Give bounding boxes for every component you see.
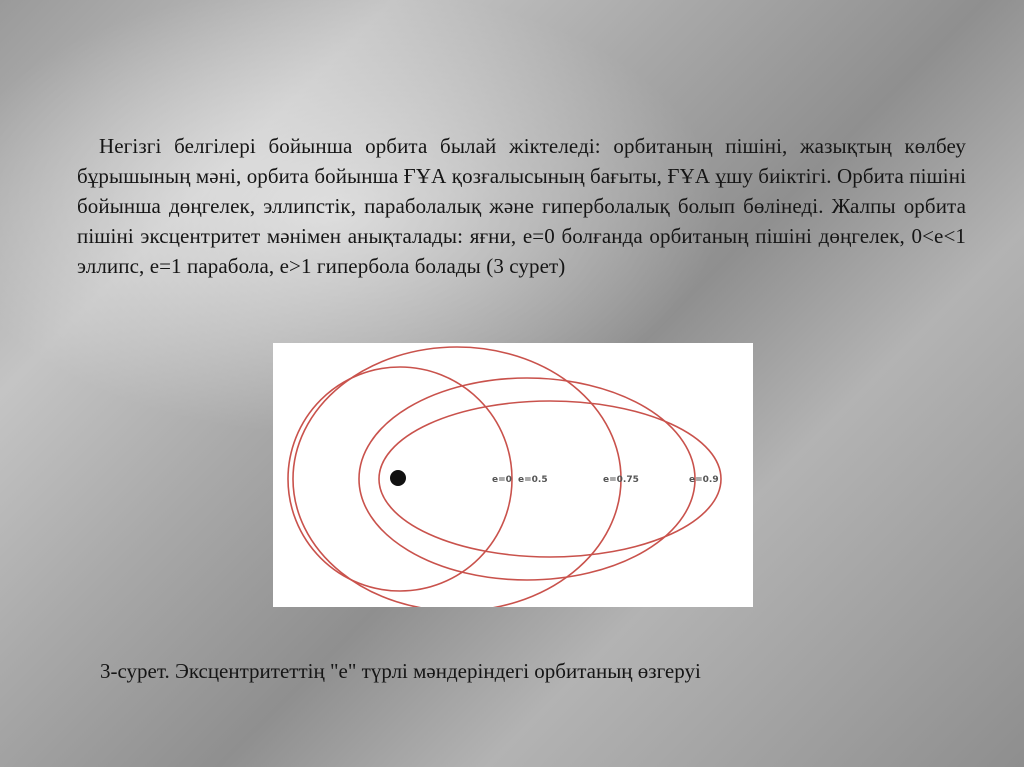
label-e075: e=0.75 (603, 475, 639, 485)
orbit-e05 (293, 347, 621, 607)
label-e09: e=0.9 (689, 475, 719, 485)
orbit-diagram (273, 343, 753, 607)
orbit-e09 (379, 401, 721, 557)
figure-caption: 3-сурет. Эксцентритеттің "е" түрлі мәндеріндегі орбитаның өзгеруі (100, 659, 701, 683)
orbit-figure (273, 343, 753, 607)
central-body (390, 470, 406, 486)
label-e0: e=0 (492, 475, 512, 485)
label-e05: e=0.5 (518, 475, 548, 485)
body-paragraph: Негізгі белгілері бойынша орбита былай жіктеледі: орбитаның пішіні, жазықтың көлбеу бұрышының мәні, орбита бойынша ҒҰА қозғалысының бағыты, ҒҰА ұшу биіктігі. Орбита пішіні бойынша дөңгелек, эллипстік, параболалық және гиперболалық болып бөлінеді. Жалпы орбита пішіні эксцентритет мәнімен анықталады: яғни, е=0 болғанда орбитаның пішіні дөңгелек, 0<е<1 эллипс, е=1 парабола, е>1 гипербола болады (3 сурет) (77, 134, 966, 278)
